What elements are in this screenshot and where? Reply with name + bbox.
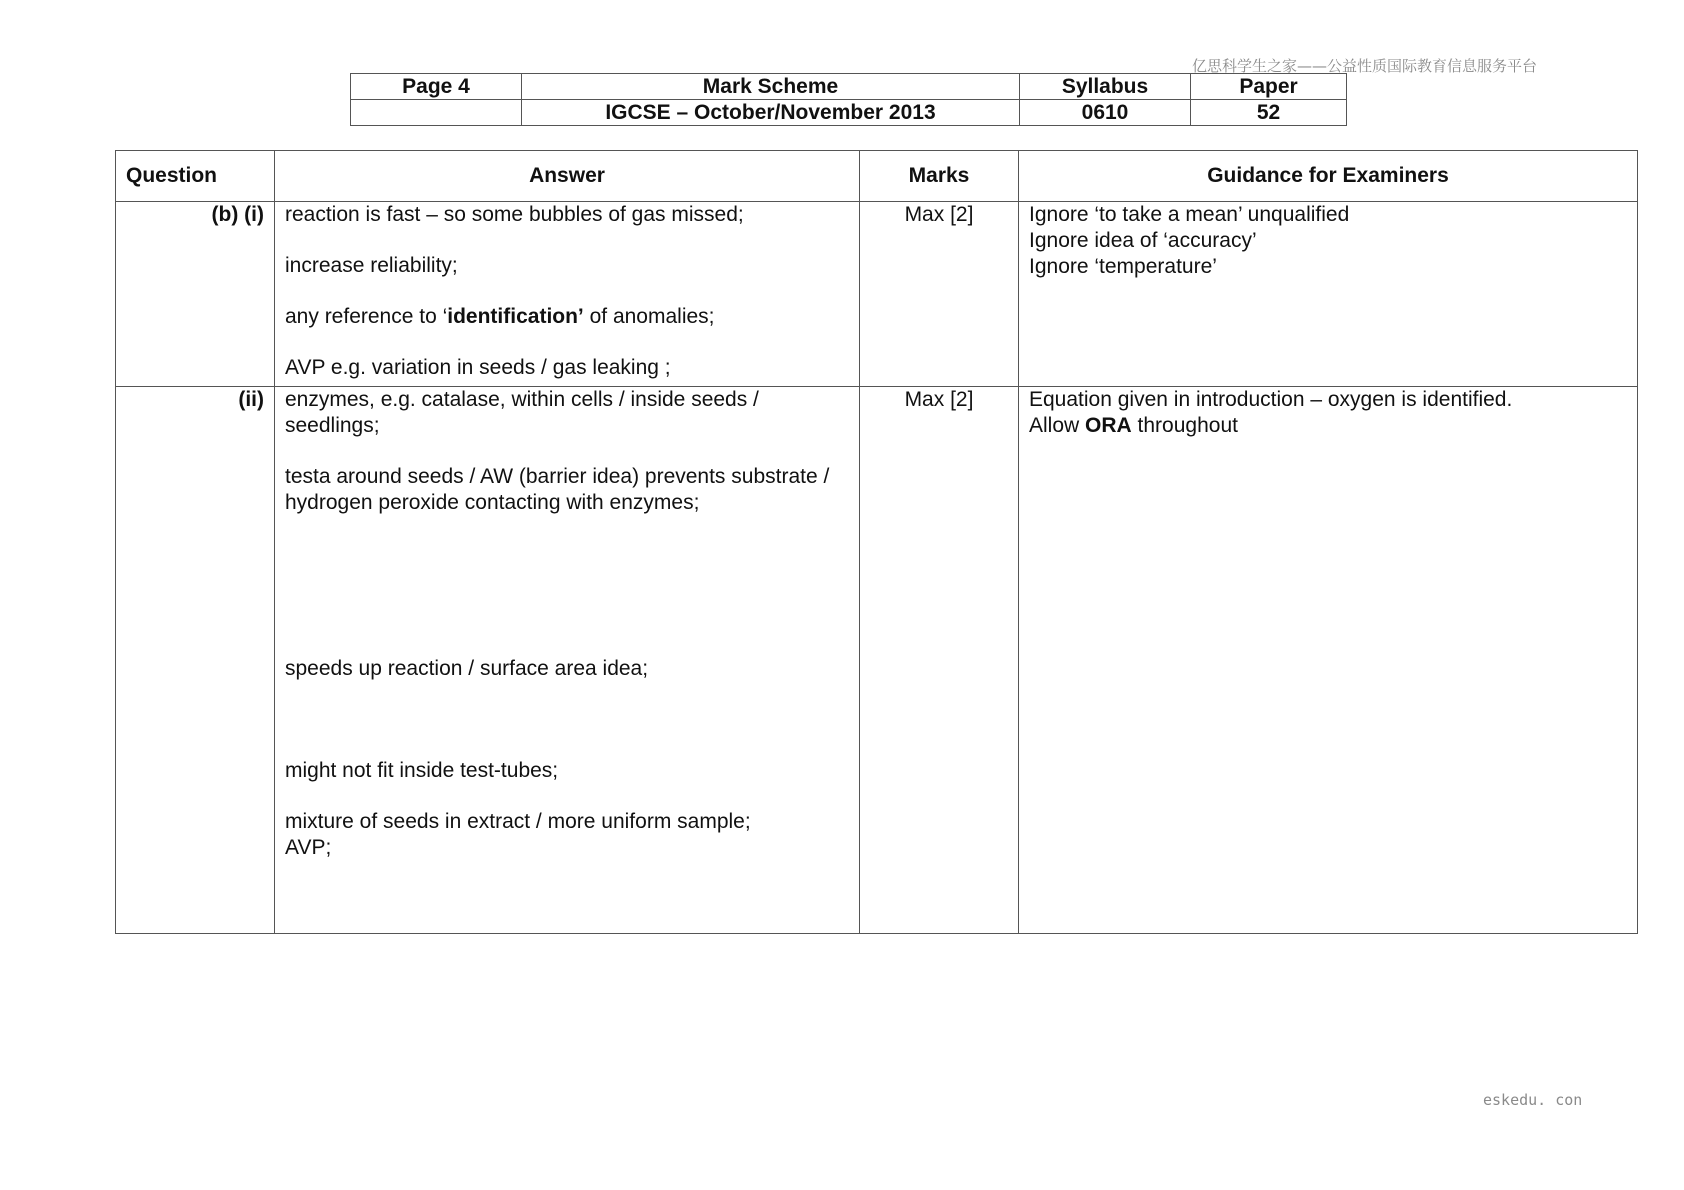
answer-point: testa around seeds / AW (barrier idea) prevents substrate / hydrogen peroxide contacting with enzymes; — [285, 465, 830, 514]
answer-point: enzymes, e.g. catalase, within cells / inside seeds / seedlings; — [285, 388, 759, 437]
answer-point: might not fit inside test-tubes; — [285, 759, 559, 782]
answer-point: AVP e.g. variation in seeds / gas leaking ; — [285, 356, 671, 379]
syllabus-value: 0610 — [1020, 100, 1191, 126]
guidance-text: throughout — [1131, 414, 1238, 437]
answer-text: any reference to ‘ — [285, 305, 448, 328]
answer-point: speeds up reaction / surface area idea; — [285, 657, 649, 680]
guidance-line: Ignore idea of ‘accuracy’ — [1029, 229, 1257, 252]
column-header-question: Question — [116, 151, 275, 202]
answer-point: reaction is fast – so some bubbles of gas missed; — [285, 203, 744, 226]
guidance-line — [1029, 413, 1627, 439]
column-header-answer: Answer — [275, 151, 860, 202]
paper-value: 52 — [1191, 100, 1347, 126]
marks-cell: Max [2] — [860, 202, 1019, 387]
answer-cell — [275, 387, 860, 934]
guidance-text: Allow — [1029, 414, 1086, 437]
guidance-line: Ignore ‘to take a mean’ unqualified — [1029, 203, 1350, 226]
guidance-bold-text: ORA — [1085, 414, 1132, 437]
watermark-top-text: 亿思科学生之家——公益性质国际教育信息服务平台 — [1192, 57, 1538, 75]
column-header-marks: Marks — [860, 151, 1019, 202]
document-subtitle: IGCSE – October/November 2013 — [522, 100, 1020, 126]
table-row — [116, 202, 1638, 387]
answer-point — [285, 304, 849, 330]
syllabus-label: Syllabus — [1020, 74, 1191, 100]
answer-text: of anomalies; — [583, 305, 715, 328]
page-header-table — [350, 73, 1347, 126]
answer-cell — [275, 202, 860, 387]
guidance-cell — [1019, 387, 1638, 934]
guidance-line: Equation given in introduction – oxygen is identified. — [1029, 388, 1513, 411]
marks-cell: Max [2] — [860, 387, 1019, 934]
column-header-guidance: Guidance for Examiners — [1019, 151, 1638, 202]
paper-label: Paper — [1191, 74, 1347, 100]
answer-point: increase reliability; — [285, 254, 458, 277]
question-label: (b) (i) — [116, 202, 275, 387]
answer-point: mixture of seeds in extract / more uniform sample; — [285, 810, 751, 833]
page-number: Page 4 — [351, 74, 522, 100]
question-label: (ii) — [116, 387, 275, 934]
empty-header-cell — [351, 100, 522, 126]
watermark-bottom-text: eskedu. con — [1483, 1091, 1583, 1109]
document-title: Mark Scheme — [522, 74, 1020, 100]
table-row — [116, 387, 1638, 934]
answer-point: AVP; — [285, 836, 332, 859]
answer-bold-text: identification’ — [447, 305, 584, 328]
guidance-line: Ignore ‘temperature’ — [1029, 255, 1217, 278]
mark-scheme-table — [115, 150, 1638, 934]
guidance-cell — [1019, 202, 1638, 387]
